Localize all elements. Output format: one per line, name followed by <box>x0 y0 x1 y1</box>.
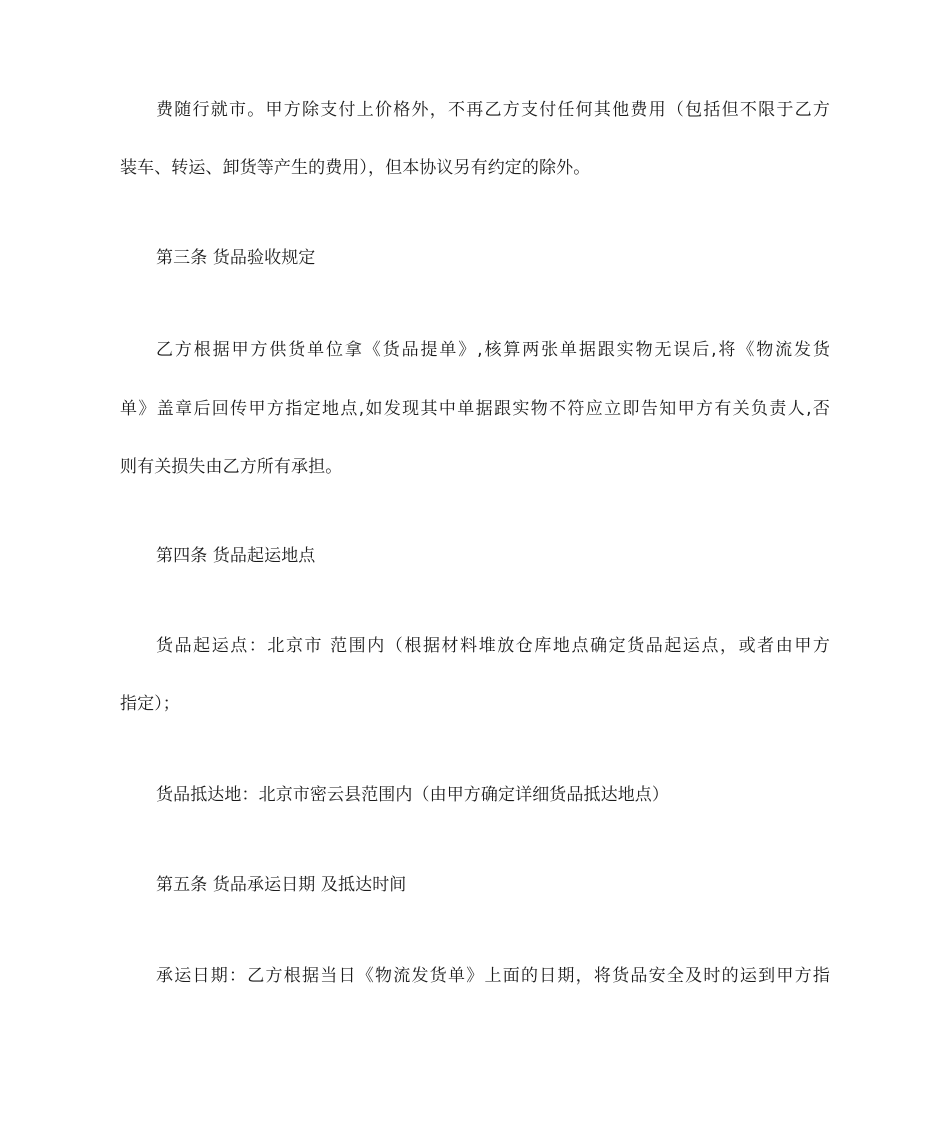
section-heading: 第四条 货品起运地点 <box>156 546 316 566</box>
paragraph-line: 则有关损失由乙方所有承担。 <box>120 457 343 477</box>
paragraph-line: 指定）； <box>120 694 180 714</box>
paragraph-line: 费随行就市。甲方除支付上价格外，不再乙方支付任何其他费用（包括但不限于乙方 <box>156 100 830 120</box>
paragraph-line: 货品抵达地：北京市密云县范围内（由甲方确定详细货品抵达地点） <box>156 785 669 805</box>
paragraph-line: 乙方根据甲方供货单位拿《货品提单》,核算两张单据跟实物无误后,将《物流发货 <box>156 340 830 360</box>
section-heading: 第五条 货品承运日期 及抵达时间 <box>156 875 407 895</box>
paragraph-line: 承运日期：乙方根据当日《物流发货单》上面的日期，将货品安全及时的运到甲方指 <box>156 966 830 986</box>
paragraph-line: 单》盖章后回传甲方指定地点,如发现其中单据跟实物不符应立即告知甲方有关负责人,否 <box>120 399 830 419</box>
paragraph-line: 货品起运点：北京市 范围内（根据材料堆放仓库地点确定货品起运点，或者由甲方 <box>156 636 830 656</box>
section-heading: 第三条 货品验收规定 <box>156 248 316 268</box>
paragraph-line: 装车、转运、卸货等产生的费用），但本协议另有约定的除外。 <box>120 158 591 178</box>
